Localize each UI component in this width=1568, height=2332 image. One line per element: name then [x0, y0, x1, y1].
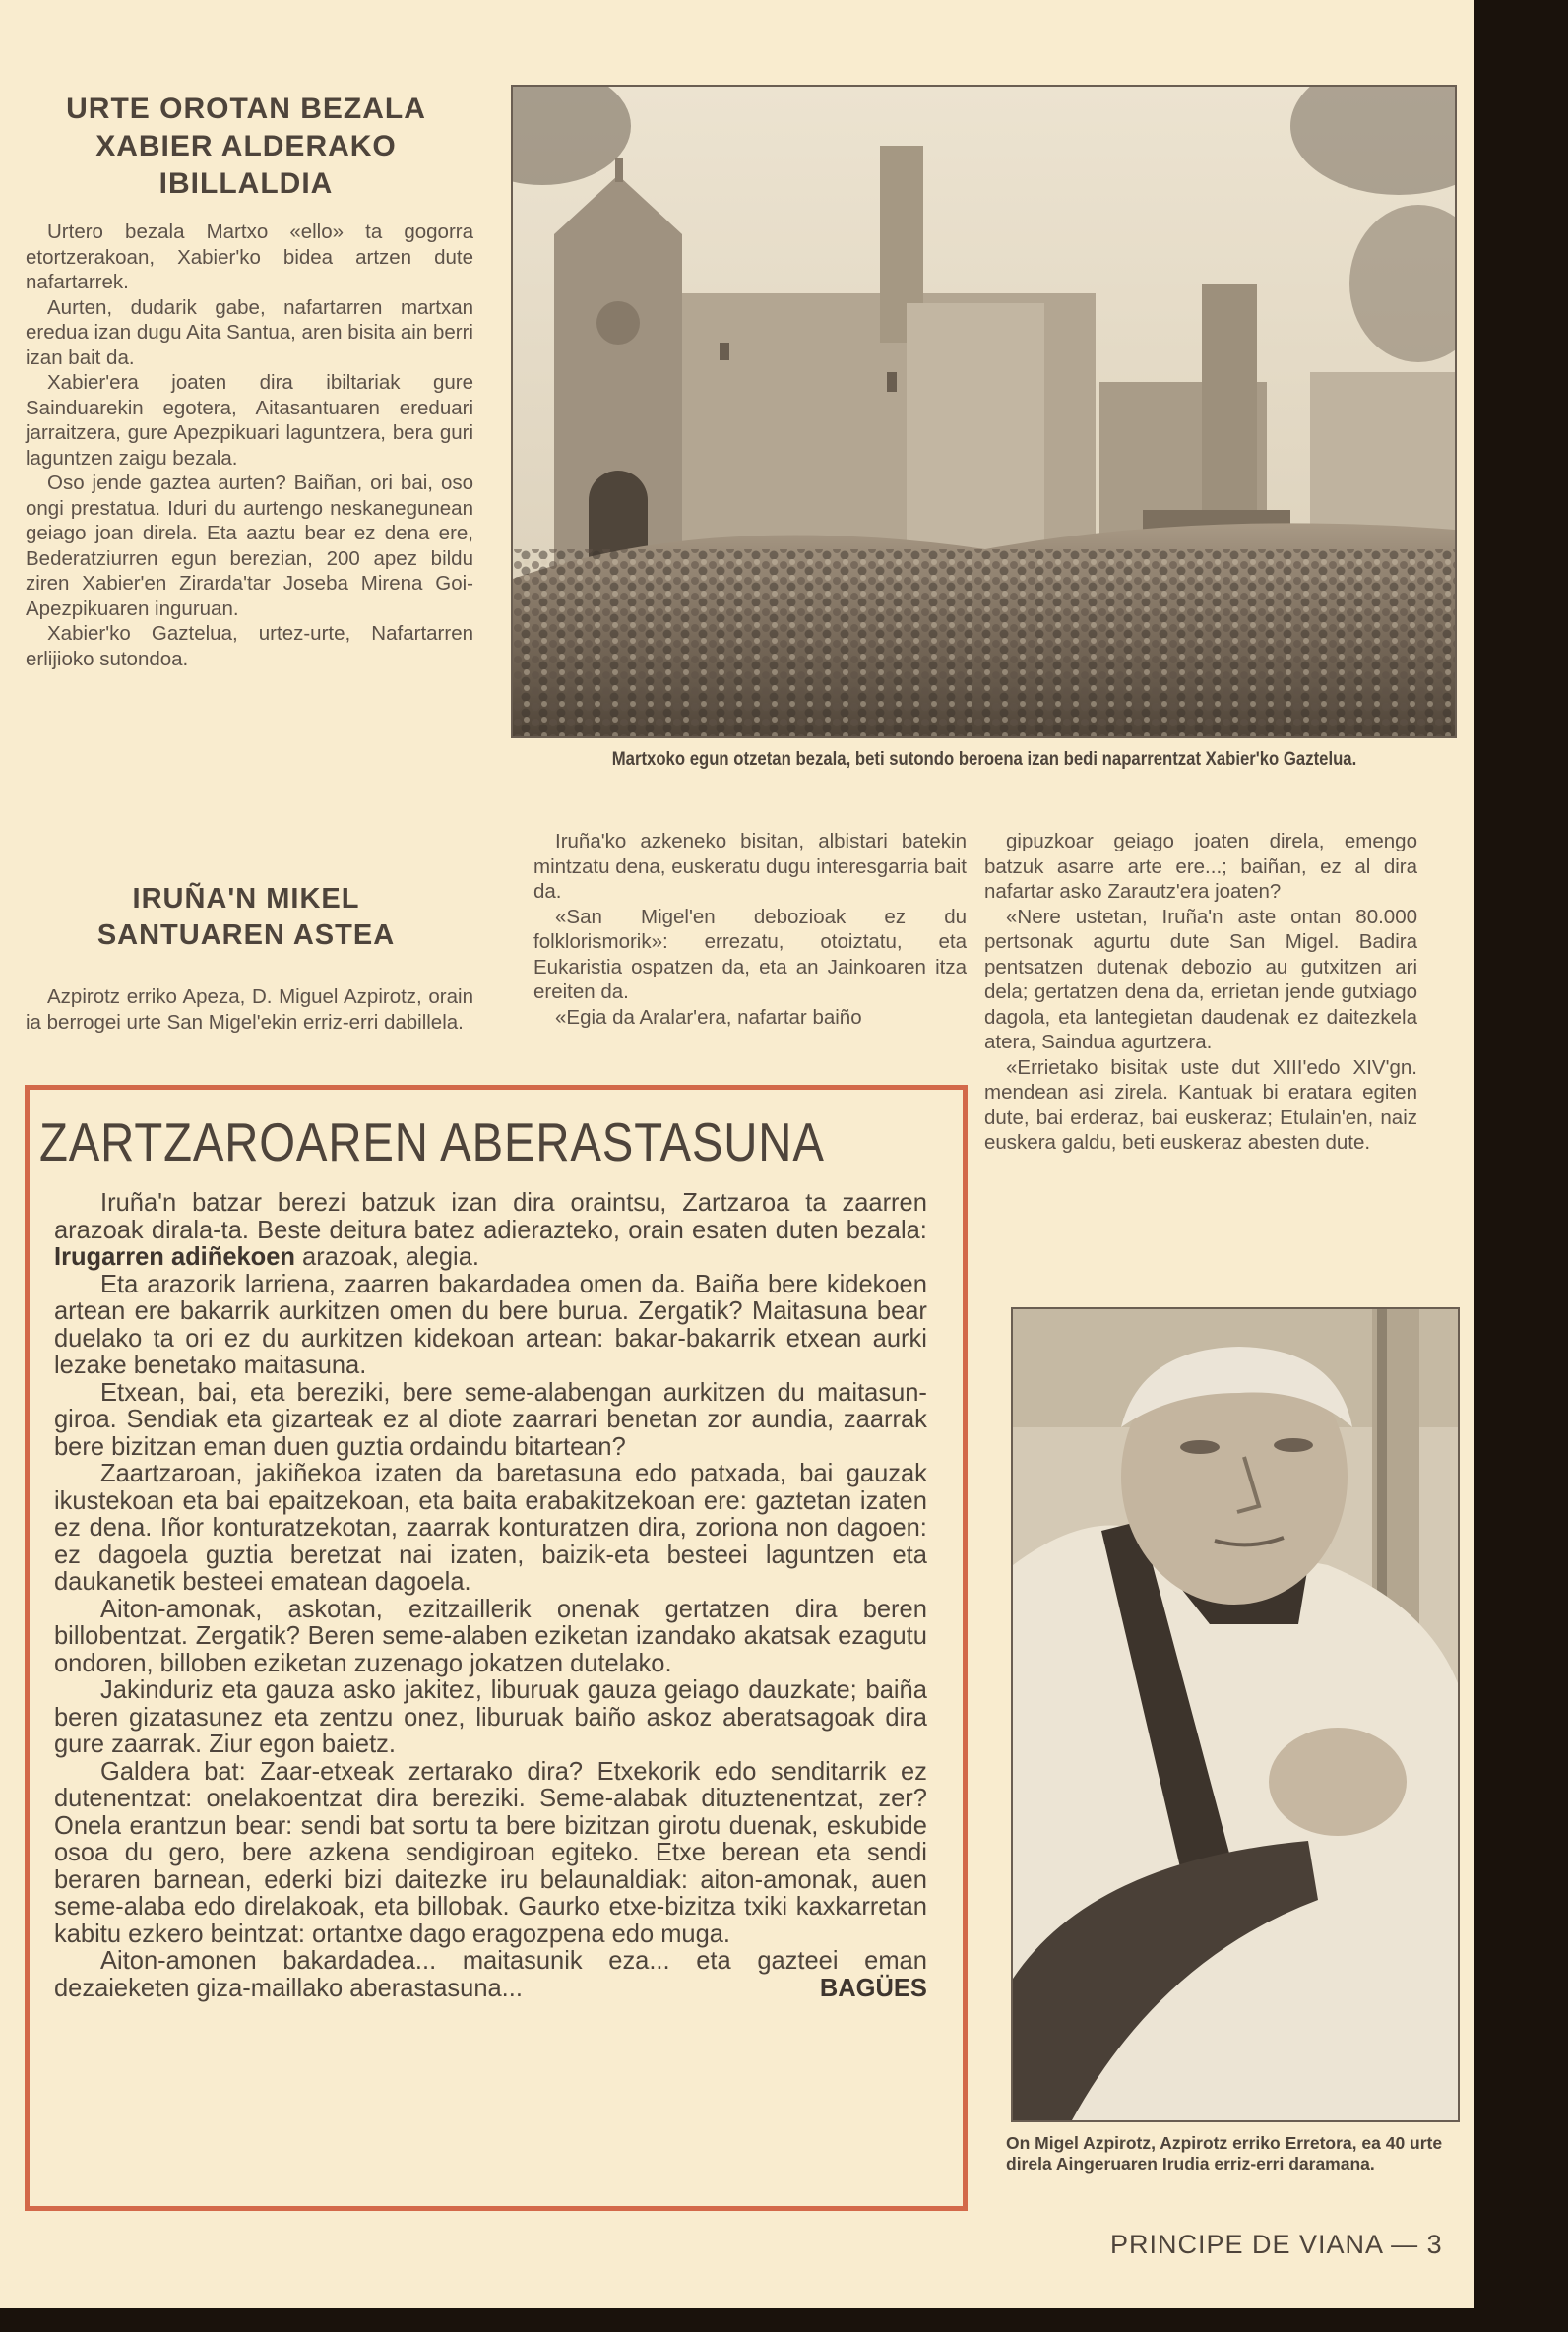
boxed-article-title: ZARTZAROAREN ABERASTASUNA	[39, 1111, 825, 1172]
castle-crowd-illustration	[513, 87, 1455, 736]
paragraph: Urtero bezala Martxo «ello» ta gogorra etortzerakoan, Xabier'ko bidea artzen dute nafartarrek.	[26, 221, 473, 293]
closing-paragraph	[54, 1947, 927, 2001]
paragraph: Azpirotz erriko Apeza, D. Miguel Azpirotz, orain ia berrogei urte San Migel'ekin erriz-erri dabillela.	[26, 985, 473, 1034]
castle-photo-caption: Martxoko egun otzetan bezala, beti sutondo beroena izan bedi naparrentzat Xabier'ko Gaztelua.	[611, 749, 1357, 770]
paragraph: Oso jende gaztea aurten? Baiñan, ori bai, oso ongi prestatua. Iduri du aurtengo neskanegunean geiago joan direla. Eta aaztu bear ez dena ere, Bederatziurren egun berezian, 200 apez bildu ziren Xabier'en Zirarda'tar Joseba Mirena Goi-Apezpikuaren inguruan.	[26, 472, 473, 620]
paragraph: «Errietako bisitak uste dut XIII'edo XIV'gn. mendean asi zirela. Kantuak bi eratara egiten dute, bai erderaz, bai euskeraz; Etulain'en, naiz euskera galdu, beti euskeraz abesten dute.	[984, 1055, 1417, 1154]
intro-text: Iruña'n batzar berezi batzuk izan dira oraintsu, Zartzaroa ta zaarren arazoak dirala-ta. Beste deitura batez adierazteko, orain esaten duten bezala:	[54, 1187, 927, 1244]
paragraph: gipuzkoar geiago joaten direla, emengo batzuk asarre arte ere...; baiñan, ez al dira nafartar asko Zarautz'era joaten?	[984, 830, 1417, 903]
priest-portrait-photo	[1011, 1307, 1460, 2122]
article2-body-col1	[26, 984, 473, 1035]
paragraph: Xabier'era joaten dira ibiltariak gure Sainduarekin egotera, Aitasantuaren ereduari jarraitzera, gure Apezpikuari laguntzera, bera guri laguntzen zaigu bezala.	[26, 371, 473, 470]
paragraph: «San Migel'en debozioak ez du folklorismorik»: errezatu, otoiztatu, eta Eukaristia ospatzen da, eta an Jainkoaren itza ereiten da.	[533, 905, 967, 1003]
paragraph: Galdera bat: Zaar-etxeak zertarako dira? Etxekorik edo senditarrik ez dutenentzat: onelakoentzat dira bereziki. Seme-alabak dituztenentzat, zer? Onela erantzun bear: sendi bat sortu ta bere bizitzan girotu duenak, eskubide osoa du gero, bere azkena sendigiroan egiteko. Etxe berean eta sendi beraren barnean, ederki bizi daitezke iru belaunaldiak: aiton-amonak, auen seme-alaba edo direlakoak, eta billobak. Gaurko etxe-bizitza txiki kaxkarretan kabitu ezkero beintzat: ortantxe dago eragozpena edo muga.	[54, 1755, 927, 1948]
paragraph: Jakinduriz eta gauza asko jakitez, liburuak gauza geiago dauzkate; baiña beren gizatasunez eta zentzu onez, liburuak baiño askoz aberatsagoak dira gure zaarrak. Ziur egon baietz.	[54, 1674, 927, 1758]
headline-line: IRUÑA'N MIKEL	[132, 883, 360, 914]
paragraph: Xabier'ko Gaztelua, urtez-urte, Nafartarren erlijioko sutondoa.	[26, 622, 473, 670]
paragraph: Etxean, bai, eta bereziki, bere seme-alabengan aurkitzen du maitasun-giroa. Sendiak eta gizarteak ez al diote zaarrari benetan zor aundia, zaarrak bere bizitzan eman duen guztia ordaindu bitartean?	[54, 1376, 927, 1461]
author-signature: BAGÜES	[819, 1972, 927, 2002]
paragraph: Iruña'ko azkeneko bisitan, albistari batekin mintzatu dena, euskeratu dugu interesgarria bait da.	[533, 830, 967, 903]
intro-emphasis: Irugarren adiñekoen	[54, 1241, 295, 1271]
paragraph: Aurten, dudarik gabe, nafartarren martxan eredua izan dugu Aita Santua, aren bisita ain berri izan bait da.	[26, 295, 473, 369]
paragraph: «Egia da Aralar'era, nafartar baiño	[555, 1005, 862, 1029]
article2-body-col3	[984, 829, 1417, 1156]
article2-body-col2	[533, 829, 967, 1030]
headline-line: XABIER ALDERAKO	[95, 130, 397, 162]
priest-illustration	[1013, 1309, 1458, 2120]
paragraph: «Nere ustetan, Iruña'n aste ontan 80.000 pertsonak agurtu dute San Migel. Badira pentsatzen dutenak debozio au gutxitzen ari dela; gertatzen dena da, errietan jende gutxiago dagola, eta lantegietan daudenak ez daitezkela atera, Saindua agurtzera.	[984, 905, 1417, 1053]
paragraph: Zaartzaroan, jakiñekoa izaten da baretasuna edo patxada, bai gauzak ikustekoan eta bai epaitzekoan, eta baita erabakitzekoan ere: gaztetan izaten ez dena. Iñor konturatzekotan, zaarrak konturatzen dira, zoriona non dagoen: ez dagoela guztia beretzat nai izaten, baizik-eta besteei laguntzen eta daukanetik besteei ematean dagoela.	[54, 1458, 927, 1596]
paragraph: Eta arazorik larriena, zaarren bakardadea omen da. Baiña bere kidekoen artean ere bakarrik aurkitzen omen du bere burua. Zergatik? Maitasuna bear duelako ta ori ez du aurkitzen kidekoan artean: bakar-bakarrik etxean aurki lezake benetako maitasuna.	[54, 1268, 927, 1379]
closing-text: Aiton-amonen bakardadea... maitasunik eza... eta gazteei eman dezaieketen giza-maillako aberastasuna...	[54, 1945, 927, 2002]
boxed-article-body	[54, 1189, 927, 2001]
headline-line: URTE OROTAN BEZALA	[66, 93, 426, 125]
xabier-castle-photo	[511, 85, 1457, 738]
paragraph	[54, 1189, 927, 1271]
article2-headline	[30, 881, 463, 954]
paragraph: Aiton-amonak, askotan, ezitzaillerik onenak gertatzen dira beren billobentzat. Zergatik? Beren seme-alaben eziketan izandako akatsak ezagutu ondoren, billoben eziketan zuzenago jokatzen dutelako.	[54, 1593, 927, 1677]
headline-line: IBILLALDIA	[158, 167, 334, 200]
page-footer: PRINCIPE DE VIANA — 3	[1110, 2230, 1443, 2259]
headline-line: SANTUAREN ASTEA	[96, 919, 396, 951]
article1-body	[26, 220, 473, 671]
intro-text-end: arazoak, alegia.	[294, 1241, 479, 1271]
article1-headline	[30, 91, 463, 203]
priest-photo-caption: On Migel Azpirotz, Azpirotz erriko Erretora, ea 40 urte direla Aingeruaren Irudia erriz-erri daramana.	[1006, 2133, 1443, 2174]
